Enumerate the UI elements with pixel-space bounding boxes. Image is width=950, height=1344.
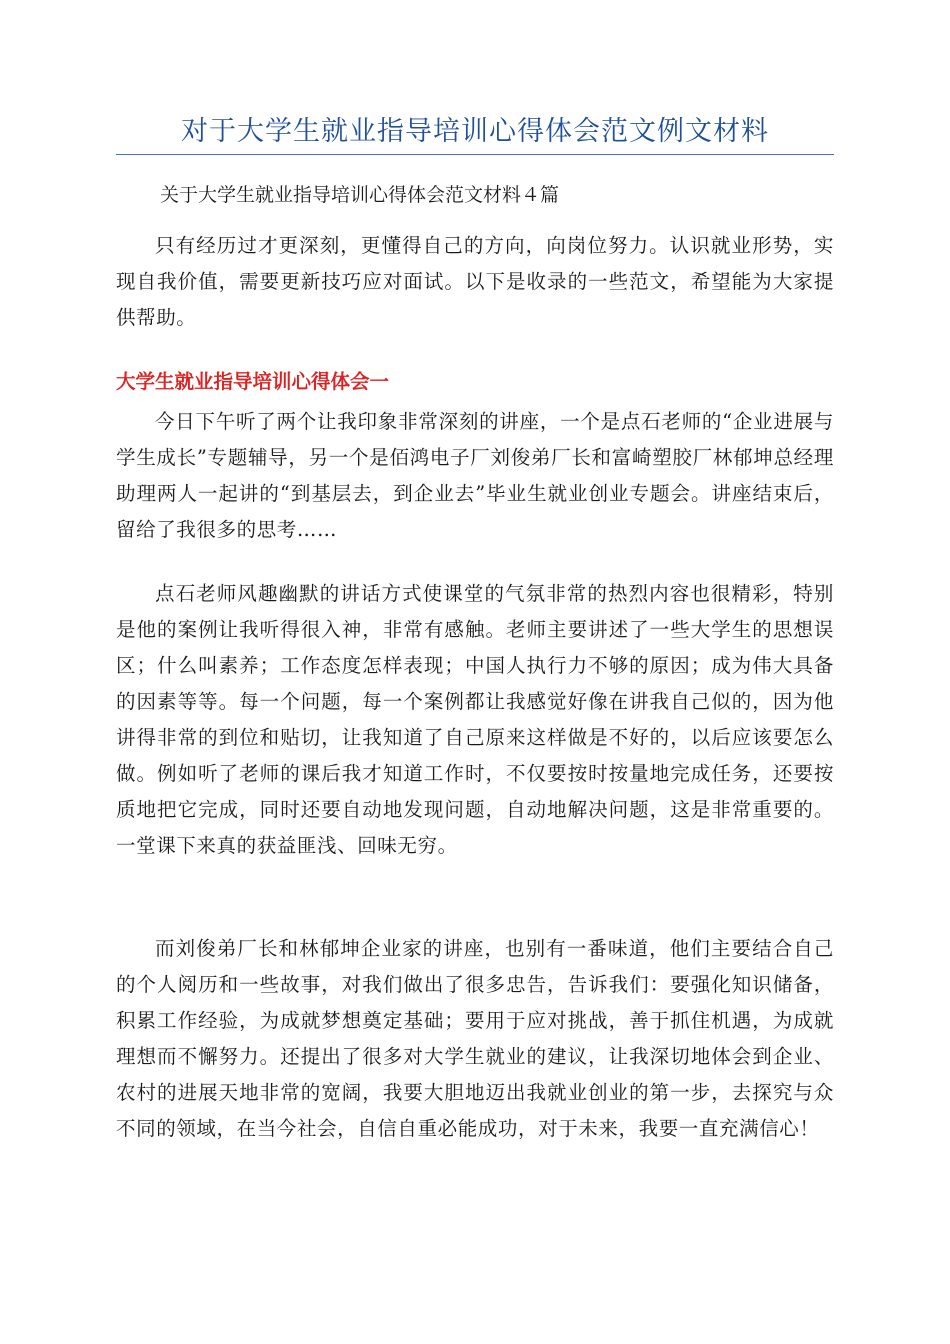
intro-paragraph: 只有经历过才更深刻，更懂得自己的方向，向岗位努力。认识就业形势，实现自我价值，需要更新技巧应对面试。以下是收录的一些范文，希望能为大家提供帮助。 xyxy=(116,234,834,329)
body-paragraph-3: 而刘俊弟厂长和林郁坤企业家的讲座，也别有一番味道，他们主要结合自己的个人阅历和一些故事，对我们做出了很多忠告，告诉我们：要强化知识储备，积累工作经验，为成就梦想奠定基础；要用于应对挑战，善于抓住机遇，为成就理想而不懈努力。还提出了很多对大学生就业的建议，让我深切地体会到企业、农村的进展天地非常的宽阔，我要大胆地迈出我就业创业的第一步，去探究与众不同的领域，在当今社会，自信自重必能成功，对于未来，我要一直充满信心！ xyxy=(116,937,834,1140)
document-subtitle: 关于大学生就业指导培训心得体会范文材料４篇 xyxy=(160,184,560,206)
body-paragraph-2: 点石老师风趣幽默的讲话方式使课堂的气氛非常的热烈内容也很精彩，特别是他的案例让我听得很入神，非常有感触。老师主要讲述了一些大学生的思想误区；什么叫素养；工作态度怎样表现；中国人执行力不够的原因；成为伟大具备的因素等等。每一个问题，每一个案例都让我感觉好像在讲我自己似的，因为他讲得非常的到位和贴切，让我知道了自己原来这样做是不好的，以后应该要怎么做。例如听了老师的课后我才知道工作时，不仅要按时按量地完成任务，还要按质地把它完成，同时还要自动地发现问题，自动地解决问题，这是非常重要的。一堂课下来真的获益匪浅、回味无穷。 xyxy=(116,582,834,857)
section-heading: 大学生就业指导培训心得体会一 xyxy=(116,370,390,393)
document-title: 对于大学生就业指导培训心得体会范文例文材料 xyxy=(116,112,834,155)
body-paragraph-1: 今日下午听了两个让我印象非常深刻的讲座，一个是点石老师的“企业进展与学生成长”专题辅导，另一个是佰鸿电子厂刘俊弟厂长和富崎塑胶厂林郁坤总经理助理两人一起讲的“到基层去，到企业去”毕业生就业创业专题会。讲座结束后，留给了我很多的思考…… xyxy=(116,410,834,541)
